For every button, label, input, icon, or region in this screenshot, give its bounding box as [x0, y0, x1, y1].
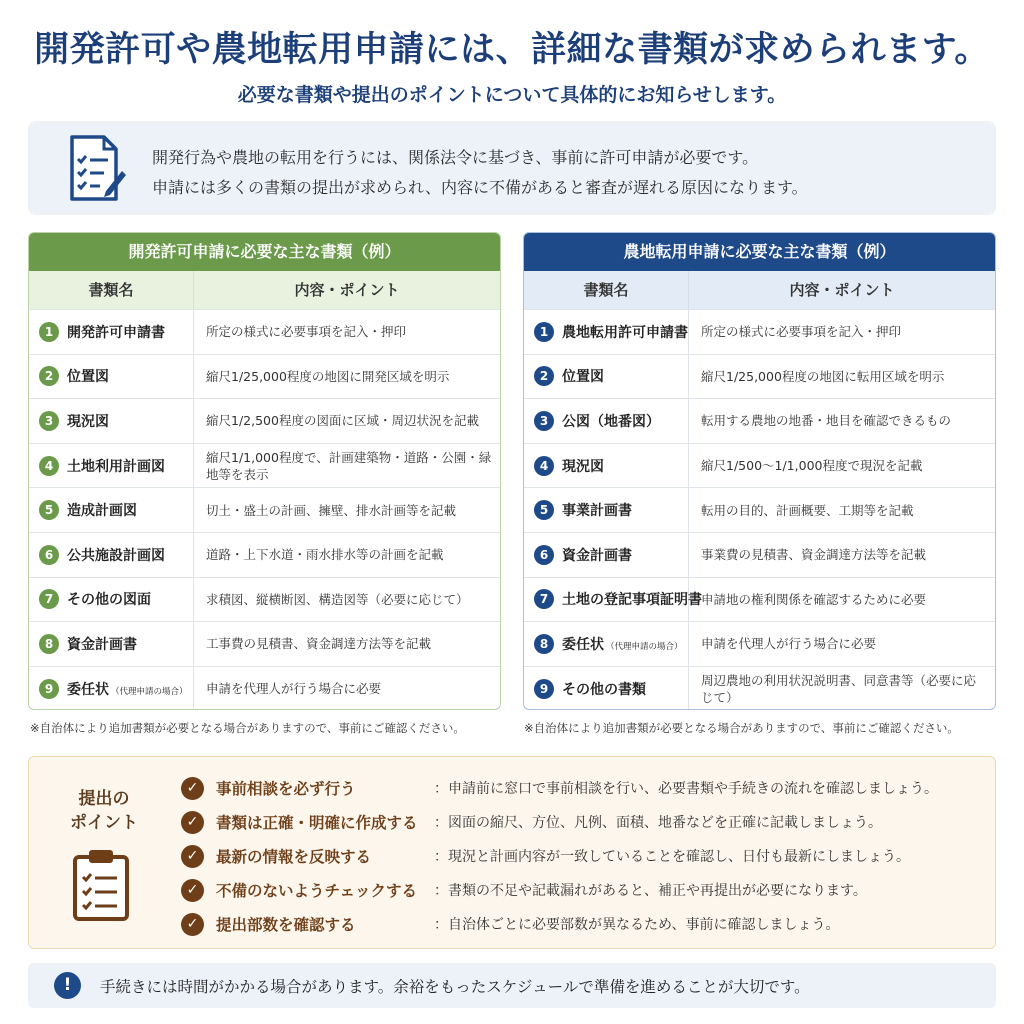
submission-points-box	[28, 756, 996, 949]
table-row	[29, 398, 500, 443]
document-name-text: 造成計画図	[67, 503, 137, 520]
table-title: 開発許可申請に必要な主な書類（例）	[29, 233, 500, 271]
check-circle-icon: ✓	[181, 913, 204, 936]
document-name-text: 事業計画書	[562, 503, 632, 520]
document-description: 申請を代理人が行う場合に必要	[701, 636, 877, 652]
document-description: 縮尺1/500〜1/1,000程度で現況を記載	[701, 458, 923, 474]
document-description: 所定の様式に必要事項を記入・押印	[701, 324, 902, 340]
row-number-badge: 7	[39, 589, 59, 609]
document-description: 周辺農地の利用状況説明書、同意書等（必要に応じて）	[701, 672, 977, 705]
document-name	[67, 679, 188, 699]
document-name-cell	[29, 310, 194, 354]
document-name-text: 位置図	[67, 369, 109, 386]
footer-text: 手続きには時間がかかる場合があります。余裕をもったスケジュールで準備を進めることが大切です。	[100, 978, 810, 996]
document-name-text: 土地利用計画図	[67, 458, 165, 475]
point-item	[181, 912, 839, 936]
point-item	[181, 878, 867, 902]
document-name-cell	[29, 399, 194, 443]
document-name-cell	[524, 578, 702, 622]
document-name-cell	[29, 444, 194, 488]
points-label-line-1: 提出の	[78, 789, 130, 809]
document-name-cell	[524, 310, 689, 354]
document-description: 縮尺1/1,000程度で、計画建築物・道路・公園・緑地等を表示	[206, 449, 492, 482]
document-name-cell	[524, 622, 689, 666]
row-number-badge: 7	[534, 589, 554, 609]
document-name	[67, 500, 139, 520]
row-number-badge: 5	[39, 500, 59, 520]
document-description: 転用する農地の地番・地目を確認できるもの	[701, 413, 952, 429]
document-description: 申請を代理人が行う場合に必要	[206, 681, 382, 697]
document-name	[562, 679, 648, 699]
row-number-badge: 5	[534, 500, 554, 520]
column-header-content: 内容・ポイント	[789, 281, 895, 299]
document-name-cell	[29, 488, 194, 532]
table-row	[29, 666, 500, 710]
document-name	[67, 322, 167, 342]
point-title: 最新の情報を反映する	[216, 848, 372, 866]
document-name	[67, 634, 139, 654]
development-permit-table	[28, 232, 501, 710]
point-description: ：申請前に窓口で事前相談を行い、必要書類や手続きの流れを確認しましょう。	[434, 781, 938, 797]
document-name-text: 公共施設計画図	[67, 547, 165, 564]
document-name-note: （代理申請の場合）	[606, 641, 683, 652]
document-name-cell	[524, 488, 689, 532]
document-name-text: 農地転用許可申請書	[562, 324, 688, 341]
document-name-cell	[29, 667, 194, 710]
document-name-cell	[524, 399, 689, 443]
document-description: 切土・盛土の計画、擁壁、排水計画等を記載	[206, 502, 457, 518]
document-name	[562, 500, 634, 520]
document-name	[562, 634, 683, 654]
intro-line-1: 開発行為や農地の転用を行うには、関係法令に基づき、事前に許可申請が必要です。	[152, 148, 759, 167]
table-row	[29, 532, 500, 577]
check-circle-icon: ✓	[181, 879, 204, 902]
table-row	[29, 487, 500, 532]
document-name-text: その他の図面	[67, 592, 151, 609]
row-number-badge: 8	[39, 634, 59, 654]
document-name-cell	[524, 444, 689, 488]
row-number-badge: 9	[534, 679, 554, 699]
table-header	[29, 271, 500, 309]
farmland-conversion-table	[523, 232, 996, 710]
row-number-badge: 4	[39, 456, 59, 476]
document-name	[67, 366, 111, 386]
checklist-document-icon	[66, 133, 126, 203]
table-row	[524, 443, 995, 488]
point-item	[181, 844, 910, 868]
row-number-badge: 1	[39, 322, 59, 342]
point-title: 事前相談を必ず行う	[216, 780, 356, 798]
document-description: 事業費の見積書、資金調達方法等を記載	[701, 547, 927, 563]
document-name-text: 公図（地番図）	[562, 413, 660, 430]
table-row	[524, 621, 995, 666]
table-row	[524, 398, 995, 443]
table-row	[524, 487, 995, 532]
row-number-badge: 3	[39, 411, 59, 431]
intro-text	[152, 143, 808, 203]
table-title: 農地転用申請に必要な主な書類（例）	[524, 233, 995, 271]
check-circle-icon: ✓	[181, 845, 204, 868]
table-row	[524, 309, 995, 354]
point-item	[181, 810, 882, 834]
document-name-cell	[524, 355, 689, 399]
table-row	[524, 532, 995, 577]
table-row	[29, 309, 500, 354]
document-name	[562, 411, 662, 431]
column-header-name: 書類名	[524, 271, 689, 309]
document-name-text: 資金計画書	[67, 636, 137, 653]
document-name-text: 委任状	[562, 636, 604, 653]
document-description: 申請地の権利関係を確認するために必要	[701, 591, 927, 607]
document-name-text: 現況図	[67, 413, 109, 430]
table-header	[524, 271, 995, 309]
document-name	[562, 322, 690, 342]
row-number-badge: 1	[534, 322, 554, 342]
column-header-name: 書類名	[29, 271, 194, 309]
document-description: 工事費の見積書、資金調達方法等を記載	[206, 636, 432, 652]
document-name-text: 委任状	[67, 681, 109, 698]
document-description: 縮尺1/25,000程度の地図に転用区域を明示	[701, 368, 945, 384]
document-name-text: 資金計画書	[562, 547, 632, 564]
row-number-badge: 6	[39, 545, 59, 565]
document-name	[67, 456, 167, 476]
document-name-cell	[524, 667, 689, 710]
clipboard-icon	[71, 847, 131, 923]
document-name-cell	[29, 578, 194, 622]
page-subtitle: 必要な書類や提出のポイントについて具体的にお知らせします。	[237, 84, 787, 106]
table-row	[524, 354, 995, 399]
row-number-badge: 6	[534, 545, 554, 565]
point-description: ：現況と計画内容が一致していることを確認し、日付も最新にしましょう。	[434, 849, 910, 865]
page-title: 開発許可や農地転用申請には、詳細な書類が求められます。	[34, 30, 990, 70]
row-number-badge: 3	[534, 411, 554, 431]
document-name	[562, 456, 606, 476]
document-name	[67, 411, 111, 431]
points-label	[69, 787, 139, 835]
document-name-text: 開発許可申請書	[67, 324, 165, 341]
document-name-text: その他の書類	[562, 681, 646, 698]
document-name-text: 位置図	[562, 369, 604, 386]
point-item	[181, 776, 938, 800]
document-name-text: 現況図	[562, 458, 604, 475]
table-row	[29, 354, 500, 399]
document-description: 縮尺1/2,500程度の図面に区域・周辺状況を記載	[206, 413, 479, 429]
document-name	[562, 545, 634, 565]
footer-notice	[28, 963, 996, 1008]
points-label-line-2: ポイント	[70, 813, 138, 833]
table-row	[524, 577, 995, 622]
document-name-cell	[29, 622, 194, 666]
check-circle-icon: ✓	[181, 777, 204, 800]
document-description: 道路・上下水道・雨水排水等の計画を記載	[206, 547, 444, 563]
point-description: ：自治体ごとに必要部数が異なるため、事前に確認しましょう。	[434, 917, 840, 933]
row-number-badge: 2	[534, 366, 554, 386]
document-name-text: 土地の登記事項証明書	[562, 592, 702, 609]
table-row	[29, 577, 500, 622]
document-name	[67, 545, 167, 565]
row-number-badge: 4	[534, 456, 554, 476]
point-title: 提出部数を確認する	[216, 916, 356, 934]
column-header-content: 内容・ポイント	[294, 281, 400, 299]
document-name-cell	[29, 533, 194, 577]
document-name	[562, 366, 606, 386]
right-footnote: ※自治体により追加書類が必要となる場合がありますので、事前にご確認ください。	[524, 721, 959, 735]
document-description: 縮尺1/25,000程度の地図に開発区域を明示	[206, 368, 450, 384]
row-number-badge: 8	[534, 634, 554, 654]
table-row	[29, 621, 500, 666]
row-number-badge: 2	[39, 366, 59, 386]
point-description: ：図面の縮尺、方位、凡例、面積、地番などを正確に記載しましょう。	[434, 815, 882, 831]
point-title: 不備のないようチェックする	[216, 882, 418, 900]
document-description: 所定の様式に必要事項を記入・押印	[206, 324, 407, 340]
table-row	[29, 443, 500, 488]
left-footnote: ※自治体により追加書類が必要となる場合がありますので、事前にご確認ください。	[30, 721, 465, 735]
check-circle-icon: ✓	[181, 811, 204, 834]
document-name	[562, 589, 704, 609]
table-row	[524, 666, 995, 710]
document-description: 転用の目的、計画概要、工期等を記載	[701, 502, 914, 518]
document-name-cell	[524, 533, 689, 577]
intro-box	[28, 121, 996, 215]
document-description: 求積図、縦横断図、構造図等（必要に応じて）	[206, 591, 469, 607]
row-number-badge: 9	[39, 679, 59, 699]
document-name-cell	[29, 355, 194, 399]
exclamation-icon: !	[54, 972, 81, 999]
document-name-note: （代理申請の場合）	[111, 686, 188, 697]
point-title: 書類は正確・明確に作成する	[216, 814, 418, 832]
intro-line-2: 申請には多くの書類の提出が求められ、内容に不備があると審査が遅れる原因になります。	[152, 178, 808, 197]
point-description: ：書類の不足や記載漏れがあると、補正や再提出が必要になります。	[434, 883, 867, 899]
document-name	[67, 589, 153, 609]
